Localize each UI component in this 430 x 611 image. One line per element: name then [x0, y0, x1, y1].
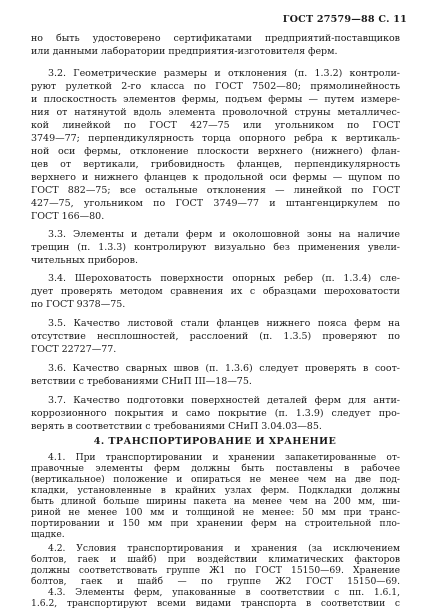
text-line: 427—75, угольником по ГОСТ 3749—77 и штангенциркулем по: [31, 198, 400, 209]
text-line: ГОСТ 882—75; все остальные отклонения — линейкой по ГОСТ: [31, 185, 400, 196]
text-line: (вертикальное) положение и опираться не менее чем на две под-: [31, 474, 400, 485]
text-line: правочные элементы ферм должны быть поставлены в рабочее: [31, 463, 400, 474]
text-line: портировании и 150 мм при хранении ферм на строительной пло-: [31, 518, 400, 529]
text-line: 4.1. При транспортировании и хранении запакетированные от-: [48, 452, 400, 463]
text-line: 3.7. Качество подготовки поверхностей деталей ферм для анти-: [48, 395, 400, 406]
text-line: чительных приборов.: [31, 255, 138, 266]
text-line: 4.2. Условия транспортирования и хранения (за исключением: [48, 543, 400, 554]
text-line: и плоскостность элементов фермы, подъем фермы — путем измере-: [31, 94, 400, 105]
text-line: дует проверять методом сравнения их с образцами шероховатости: [31, 286, 400, 297]
section-heading: 4. ТРАНСПОРТИРОВАНИЕ И ХРАНЕНИЕ: [93, 436, 337, 447]
page-header: ГОСТ 27579—88 С. 11: [282, 14, 407, 25]
text-line: быть длиной больше ширины пакета на менее чем на 200 мм, ши-: [31, 496, 400, 507]
text-line: верять в соответствии с требованиями СНиП 3.04.03—85.: [31, 421, 322, 432]
text-line: руют рулеткой 2-го класса по ГОСТ 7502—80; прямолинейность: [31, 81, 400, 92]
text-line: верхнего и нижнего фланцев к продольной оси фермы — щупом по: [31, 172, 400, 183]
text-line: 3.5. Качество листовой стали фланцев нижнего пояса ферм на: [48, 318, 400, 329]
text-line: или данными лаборатории предприятия-изготовителя ферм.: [31, 46, 338, 57]
text-line: отсутствие несплошностей, расслоений (п. 1.3.5) проверяют по: [31, 331, 400, 342]
text-line: но быть удостоверено сертификатами предприятий-поставщиков: [31, 33, 400, 44]
text-line: болтов, гаек и шайб — по группе Ж2 ГОСТ 15150—69.: [31, 576, 400, 587]
text-line: риной не менее 100 мм и толщиной не менее: 50 мм при транс-: [31, 507, 400, 518]
text-line: должны соответствовать группе Ж1 по ГОСТ 15150—69. Хранение: [31, 565, 400, 576]
text-line: ГОСТ 166—80.: [31, 211, 105, 222]
text-line: 1.6.2, транспортируют всеми видами транспорта в соответствии с: [31, 598, 400, 609]
text-line: ветствии с требованиями СНиП III—18—75.: [31, 376, 252, 387]
text-line: 3.6. Качество сварных швов (п. 1.3.6) следует проверять в соот-: [48, 363, 400, 374]
text-line: болтов, гаек и шайб) при воздействии климатических факторов: [31, 554, 400, 565]
text-line: кой линейкой по ГОСТ 427—75 или угольником по ГОСТ: [31, 120, 400, 131]
text-line: по ГОСТ 9378—75.: [31, 299, 126, 310]
text-line: цев от вертикали, грибовидность фланцев, перпендикулярность: [31, 159, 400, 170]
text-line: 4.3. Элементы ферм, упакованные в соответствии с пп. 1.6.1,: [48, 587, 400, 598]
text-line: 3.3. Элементы и детали ферм и околошовной зоны на наличие: [48, 229, 400, 240]
text-line: щадке.: [31, 529, 65, 540]
text-line: 3.2. Геометрические размеры и отклонения (п. 1.3.2) контроли-: [48, 68, 400, 79]
text-line: 3749—77; перпендикулярность торца опорного ребра к вертикаль-: [31, 133, 400, 144]
text-line: ния от натянутой вдоль элемента проволочной струны металличес-: [31, 107, 400, 118]
text-line: трещин (п. 1.3.3) контролируют визуально без применения увели-: [31, 242, 400, 253]
text-line: ной оси фермы, отклонение плоскости верхнего (нижнего) флан-: [31, 146, 400, 157]
text-line: кладки, установленные в крайних узлах ферм. Подкладки должны: [31, 485, 400, 496]
text-line: коррозионного покрытия и само покрытие (п. 1.3.9) следует про-: [31, 408, 400, 419]
text-line: ГОСТ 22727—77.: [31, 344, 117, 355]
text-line: 3.4. Шероховатость поверхности опорных ребер (п. 1.3.4) сле-: [48, 273, 400, 284]
